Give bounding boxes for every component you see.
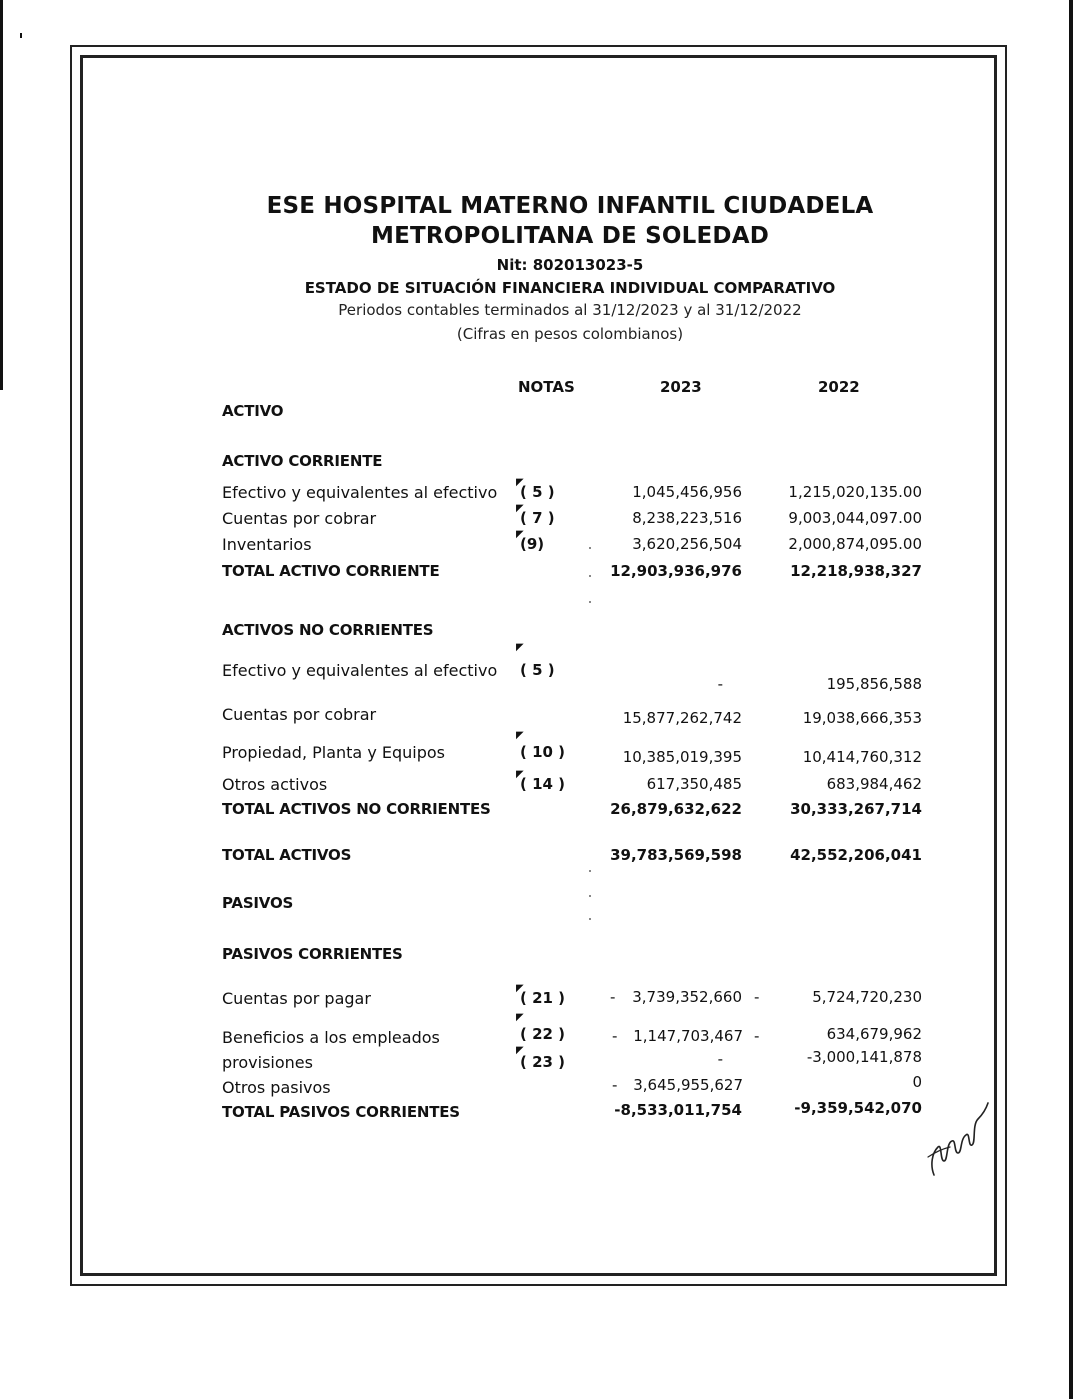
table-row xyxy=(0,1073,1075,1100)
check-mark-icon: ◤ xyxy=(516,529,524,540)
sign-2023: - xyxy=(612,1027,618,1045)
table-row xyxy=(0,642,1075,693)
scan-edge-mark xyxy=(0,0,3,390)
scan-edge-mark xyxy=(1069,0,1073,1399)
row-label: provisiones xyxy=(222,1053,313,1072)
value-2023: 10,385,019,395 xyxy=(622,748,742,766)
value-2023: 3,645,955,627 xyxy=(633,1076,743,1094)
value-2023: 3,620,256,504 xyxy=(632,535,742,553)
scan-speck xyxy=(589,575,591,577)
company-name-line2: METROPOLITANA DE SOLEDAD xyxy=(370,223,769,249)
row-label: PASIVOS CORRIENTES xyxy=(222,945,403,963)
value-2022: -9,359,542,070 xyxy=(794,1099,922,1117)
table-row xyxy=(0,769,1075,797)
row-label: PASIVOS xyxy=(222,894,294,912)
table-row xyxy=(0,529,1075,557)
scan-speck xyxy=(589,601,591,603)
value-2022: 0 xyxy=(912,1073,922,1091)
value-2022: 683,984,462 xyxy=(826,775,922,793)
value-2022: 42,552,206,041 xyxy=(790,846,922,864)
table-row xyxy=(0,477,1075,505)
value-2023: - xyxy=(717,1050,723,1068)
scan-speck xyxy=(589,895,591,897)
row-label: Efectivo y equivalentes al efectivo xyxy=(222,661,498,680)
nit-number: Nit: 802013023-5 xyxy=(496,256,644,274)
row-label: ACTIVOS NO CORRIENTES xyxy=(222,621,434,639)
value-2023: 3,739,352,660 xyxy=(632,988,742,1006)
nota-reference: ( 5 ) xyxy=(520,661,555,679)
nota-reference: ( 21 ) xyxy=(520,989,566,1007)
check-mark-icon: ◤ xyxy=(516,477,524,488)
check-mark-icon: ◤ xyxy=(516,730,524,741)
section-pasivos xyxy=(0,894,1075,916)
value-2022: -3,000,141,878 xyxy=(806,1048,922,1066)
nota-reference: ( 23 ) xyxy=(520,1053,566,1071)
nota-reference: ( 5 ) xyxy=(520,483,555,501)
value-2022: 10,414,760,312 xyxy=(802,748,922,766)
value-2023: 1,045,456,956 xyxy=(632,483,742,501)
row-label: TOTAL ACTIVOS NO CORRIENTES xyxy=(222,800,491,818)
column-header-2022: 2022 xyxy=(818,378,860,396)
row-label: Efectivo y equivalentes al efectivo xyxy=(222,483,498,502)
value-2022: 12,218,938,327 xyxy=(790,562,922,580)
section-activo xyxy=(0,402,1075,424)
row-label: TOTAL PASIVOS CORRIENTES xyxy=(222,1103,460,1121)
row-label: TOTAL ACTIVO CORRIENTE xyxy=(222,562,440,580)
nota-reference: ( 10 ) xyxy=(520,743,566,761)
value-2022: 30,333,267,714 xyxy=(790,800,922,818)
check-mark-icon: ◤ xyxy=(516,983,524,994)
value-2023: -8,533,011,754 xyxy=(614,1101,742,1119)
scan-speck xyxy=(589,870,591,872)
table-row xyxy=(0,503,1075,531)
row-label: TOTAL ACTIVOS xyxy=(222,846,352,864)
table-row xyxy=(0,730,1075,766)
section-activo-corriente xyxy=(0,452,1075,474)
nota-reference: ( 7 ) xyxy=(520,509,555,527)
row-label: Beneficios a los empleados xyxy=(222,1028,440,1047)
check-mark-icon: ◤ xyxy=(516,1012,524,1023)
table-row xyxy=(0,983,1075,1011)
total-row xyxy=(0,562,1075,584)
value-2022: 195,856,588 xyxy=(826,675,922,693)
check-mark-icon: ◤ xyxy=(516,769,524,780)
row-label: ACTIVO CORRIENTE xyxy=(222,452,383,470)
row-label: Inventarios xyxy=(222,535,312,554)
row-label: Otros activos xyxy=(222,775,328,794)
section-activos-no-corrientes xyxy=(0,621,1075,643)
total-row xyxy=(0,846,1075,868)
nota-reference: ( 14 ) xyxy=(520,775,566,793)
column-header-notas: NOTAS xyxy=(518,378,575,396)
row-label: Cuentas por cobrar xyxy=(222,705,377,724)
total-row xyxy=(0,1099,1075,1125)
section-pasivos-corrientes xyxy=(0,945,1075,967)
row-label: Propiedad, Planta y Equipos xyxy=(222,743,446,762)
row-label: Cuentas por pagar xyxy=(222,989,371,1008)
company-name-line1: ESE HOSPITAL MATERNO INFANTIL CIUDADELA xyxy=(266,193,874,219)
sign-2023: - xyxy=(610,988,616,1006)
scan-speck xyxy=(589,547,591,549)
row-label: Otros pasivos xyxy=(222,1078,331,1097)
currency-note: (Cifras en pesos colombianos) xyxy=(456,325,684,343)
table-row xyxy=(0,1012,1075,1047)
value-2023: 1,147,703,467 xyxy=(633,1027,743,1045)
value-2022: 19,038,666,353 xyxy=(802,709,922,727)
value-2022: 9,003,044,097.00 xyxy=(788,509,922,527)
row-label: ACTIVO xyxy=(222,402,284,420)
check-mark-icon: ◤ xyxy=(516,642,524,653)
value-2022: 5,724,720,230 xyxy=(812,988,922,1006)
value-2023: 15,877,262,742 xyxy=(622,709,742,727)
column-header-2023: 2023 xyxy=(660,378,702,396)
row-label: Cuentas por cobrar xyxy=(222,509,377,528)
scan-speck xyxy=(589,918,591,920)
table-row xyxy=(0,1045,1075,1075)
reporting-period: Periodos contables terminados al 31/12/2023 y al 31/12/2022 xyxy=(338,301,802,319)
value-2022: 1,215,020,135.00 xyxy=(788,483,922,501)
table-row xyxy=(0,705,1075,727)
value-2023: 26,879,632,622 xyxy=(610,800,742,818)
nota-reference: (9) xyxy=(520,535,545,553)
sign-2022: - xyxy=(754,988,760,1006)
statement-title: ESTADO DE SITUACIÓN FINANCIERA INDIVIDUAL COMPARATIVO xyxy=(304,279,836,297)
value-2023: 8,238,223,516 xyxy=(632,509,742,527)
value-2022: 2,000,874,095.00 xyxy=(788,535,922,553)
check-mark-icon: ◤ xyxy=(516,1045,524,1056)
value-2023: 12,903,936,976 xyxy=(610,562,742,580)
nota-reference: ( 22 ) xyxy=(520,1025,566,1043)
sign-2023: - xyxy=(612,1076,618,1094)
value-2023: 617,350,485 xyxy=(646,775,742,793)
check-mark-icon: ◤ xyxy=(516,503,524,514)
value-2023: 39,783,569,598 xyxy=(610,846,742,864)
total-row xyxy=(0,800,1075,822)
value-2022: 634,679,962 xyxy=(826,1025,922,1043)
value-2023: - xyxy=(717,675,723,693)
sign-2022: - xyxy=(754,1027,760,1045)
scan-dot xyxy=(20,33,22,38)
signature-initials xyxy=(920,1095,990,1185)
